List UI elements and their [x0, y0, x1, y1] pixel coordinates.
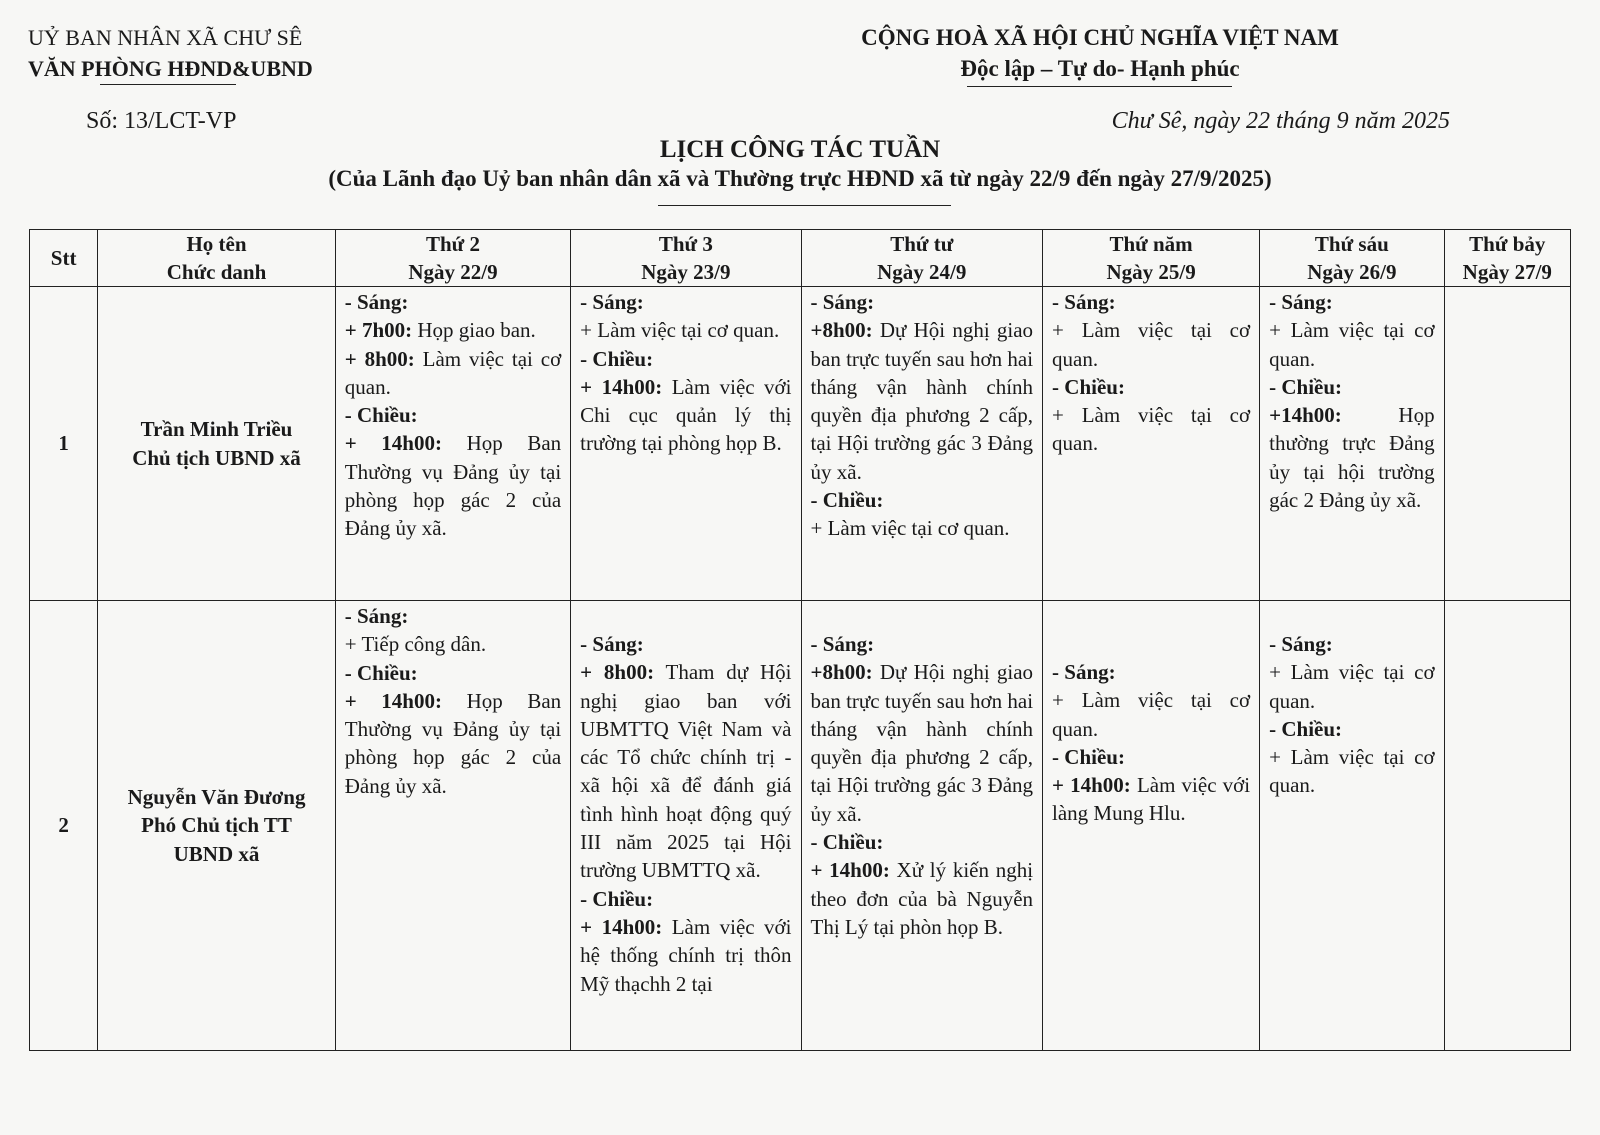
header-name: Họ tên Chức danh — [98, 230, 335, 287]
document-subtitle: (Của Lãnh đạo Uỷ ban nhân dân xã và Thường trực HĐND xã từ ngày 22/9 đến ngày 27/9/2025) — [328, 166, 1272, 191]
schedule-cell-sat — [1444, 601, 1570, 1051]
office-name: VĂN PHÒNG HĐND&UBND — [28, 56, 313, 81]
schedule-cell-mon: - Sáng: + Tiếp công dân. - Chiều: + 14h00: Họp Ban Thường vụ Đảng ủy tại phòng họp gác 2 của Đảng ủy xã. — [335, 601, 570, 1051]
schedule-cell-sat — [1444, 287, 1570, 601]
schedule-cell-wed: - Sáng: +8h00: Dự Hội nghị giao ban trực tuyến sau hơn hai tháng vận hành chính quyền địa phương 2 cấp, tại Hội trường gác 3 Đảng ủy xã. - Chiều: + Làm việc tại cơ quan. — [801, 287, 1043, 601]
country-name: CỘNG HOÀ XÃ HỘI CHỦ NGHĨA VIỆT NAM — [861, 25, 1339, 50]
schedule-cell-thu: - Sáng: + Làm việc tại cơ quan. - Chiều: + 14h00: Làm việc với làng Mung Hlu. — [1043, 601, 1260, 1051]
row-stt: 2 — [30, 601, 98, 1051]
divider — [100, 84, 236, 85]
issuing-authority — [28, 22, 313, 84]
motto: Độc lập – Tự do- Hạnh phúc — [960, 56, 1240, 81]
header-day-wed: Thứ tư Ngày 24/9 — [801, 230, 1043, 287]
schedule-table — [29, 229, 1571, 1051]
schedule-cell-tue: - Sáng: + 8h00: Tham dự Hội nghị giao ban với UBMTTQ Việt Nam và các Tổ chức chính trị - xã hội xã để đánh giá tình hình hoạt động quý III năm 2025 tại Hội trường UBMTTQ xã. - Chiều: + 14h00: Làm việc với hệ thống chính trị thôn Mỹ thạchh 2 tại — [571, 601, 801, 1051]
place-date: Chư Sê, ngày 22 tháng 9 năm 2025 — [1111, 108, 1450, 134]
table-row — [30, 601, 1571, 1051]
table-row — [30, 287, 1571, 601]
schedule-cell-tue: - Sáng: + Làm việc tại cơ quan. - Chiều: + 14h00: Làm việc với Chi cục quản lý thị trường tại phòng họp B. — [571, 287, 801, 601]
divider — [967, 86, 1232, 87]
table-header-row — [30, 230, 1571, 287]
header-day-tue: Thứ 3 Ngày 23/9 — [571, 230, 801, 287]
schedule-cell-fri: - Sáng: + Làm việc tại cơ quan. - Chiều: +14h00: Họp thường trực Đảng ủy tại hội trường gác 2 Đảng ủy xã. — [1260, 287, 1444, 601]
document-number: Số: 13/LCT-VP — [86, 108, 237, 134]
document-title: LỊCH CÔNG TÁC TUẦN — [659, 136, 941, 163]
schedule-cell-fri: - Sáng: + Làm việc tại cơ quan. - Chiều: + Làm việc tại cơ quan. — [1260, 601, 1444, 1051]
header-day-mon: Thứ 2 Ngày 22/9 — [335, 230, 570, 287]
header-day-fri: Thứ sáu Ngày 26/9 — [1260, 230, 1444, 287]
schedule-cell-mon: - Sáng: + 7h00: Họp giao ban. + 8h00: Làm việc tại cơ quan. - Chiều: + 14h00: Họp Ban Thường vụ Đảng ủy tại phòng họp gác 2 của Đảng ủy xã. — [335, 287, 570, 601]
official-name: Nguyễn Văn Đương Phó Chủ tịch TT UBND xã — [98, 601, 335, 1051]
header-day-sat: Thứ bảy Ngày 27/9 — [1444, 230, 1570, 287]
header-stt: Stt — [30, 230, 98, 287]
row-stt: 1 — [30, 287, 98, 601]
national-motto — [830, 22, 1370, 84]
org-name: UỶ BAN NHÂN XÃ CHƯ SÊ — [28, 25, 303, 50]
header-day-thu: Thứ năm Ngày 25/9 — [1043, 230, 1260, 287]
schedule-cell-wed: - Sáng: +8h00: Dự Hội nghị giao ban trực tuyến sau hơn hai tháng vận hành chính quyền địa phương 2 cấp, tại Hội trường gác 3 Đảng ủy xã. - Chiều: + 14h00: Xử lý kiến nghị theo đơn của bà Nguyễn Thị Lý tại phòn họp B. — [801, 601, 1043, 1051]
schedule-cell-thu: - Sáng: + Làm việc tại cơ quan. - Chiều: + Làm việc tại cơ quan. — [1043, 287, 1260, 601]
divider — [658, 205, 951, 206]
official-name: Trần Minh Triều Chủ tịch UBND xã — [98, 287, 335, 601]
